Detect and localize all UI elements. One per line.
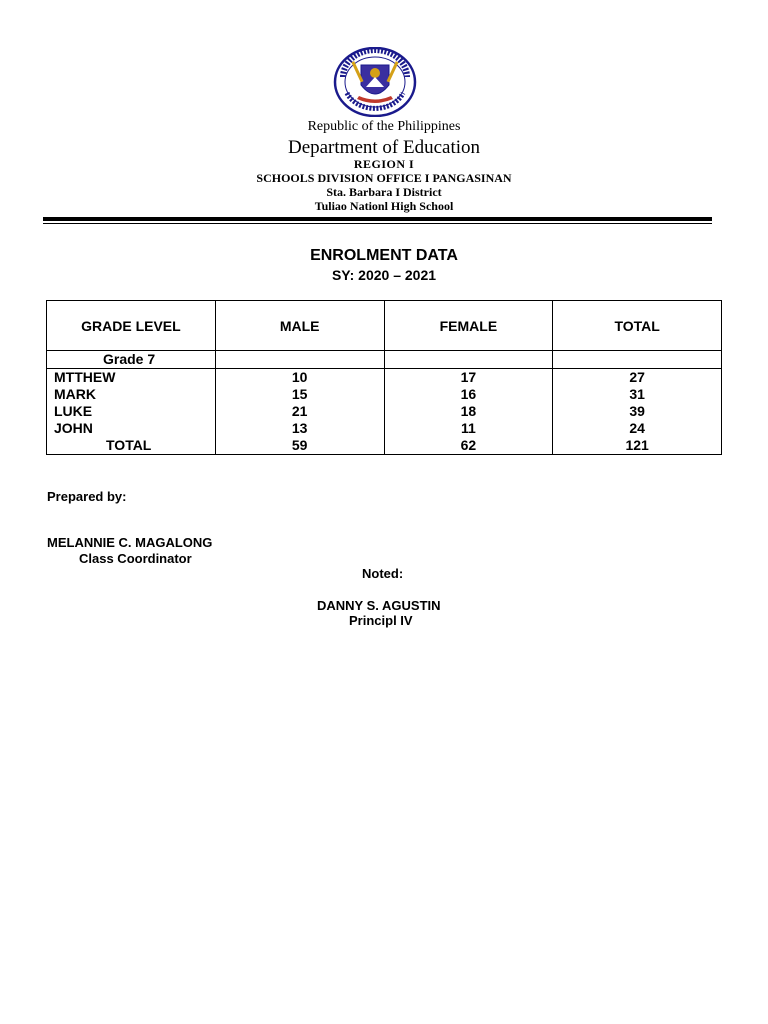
noter-name: DANNY S. AGUSTIN [317,598,441,613]
table-body-row [47,369,722,455]
row-female: 17 [460,369,477,385]
prepared-by-label: Prepared by: [47,489,127,504]
header-male: MALE [215,301,384,351]
district-line: Sta. Barbara I District [326,185,442,199]
preparer-name: MELANNIE C. MAGALONG [47,535,213,550]
deped-seal [333,47,417,117]
row-female: 11 [460,420,476,436]
division-line: SCHOOLS DIVISION OFFICE I PANGASINAN [256,171,512,185]
school-year: SY: 2020 – 2021 [331,267,437,283]
document-title: ENROLMENT DATA [310,247,458,264]
row-male: 15 [291,386,308,402]
grade-row [47,351,722,369]
row-male: 13 [291,420,308,436]
grade-female-cell [384,351,553,369]
row-male: 10 [291,369,308,385]
total-female: 62 [460,437,477,453]
grade-cell [47,351,216,369]
names-column [47,369,216,455]
row-female: 16 [460,386,477,402]
row-total: 39 [629,403,645,419]
row-female: 18 [460,403,477,419]
noter-title: Principl IV [349,613,413,628]
grade-label: Grade 7 [103,351,156,367]
preparer-title: Class Coordinator [79,551,192,566]
school-name: Tuliao Nationl High School [314,199,454,213]
row-male: 21 [291,403,308,419]
enrolment-table [46,300,722,455]
table-header-row [47,301,722,351]
female-column [384,369,553,455]
header-grade-level: GRADE LEVEL [47,301,216,351]
grade-total-cell [553,351,722,369]
row-total: 24 [629,420,645,436]
row-total: 31 [629,386,645,402]
male-column [215,369,384,455]
region-line: REGION I [353,157,415,171]
department-name: Department of Education [287,137,481,158]
grand-total: 121 [625,437,649,453]
row-name: MTTHEW [54,369,116,385]
grade-male-cell [215,351,384,369]
row-name: MARK [54,386,96,402]
noted-label: Noted: [362,566,404,581]
header-rule-thick [43,217,712,221]
header-total: TOTAL [553,301,722,351]
header-female: FEMALE [384,301,553,351]
republic-line: Republic of the Philippines [307,119,461,134]
header-rule-thin [43,223,712,224]
row-name: JOHN [54,420,93,436]
row-name: LUKE [54,403,93,419]
total-column [553,369,722,455]
total-label: TOTAL [106,437,152,453]
total-male: 59 [291,437,308,453]
deped-seal-icon [333,47,417,117]
row-total: 27 [629,369,645,385]
